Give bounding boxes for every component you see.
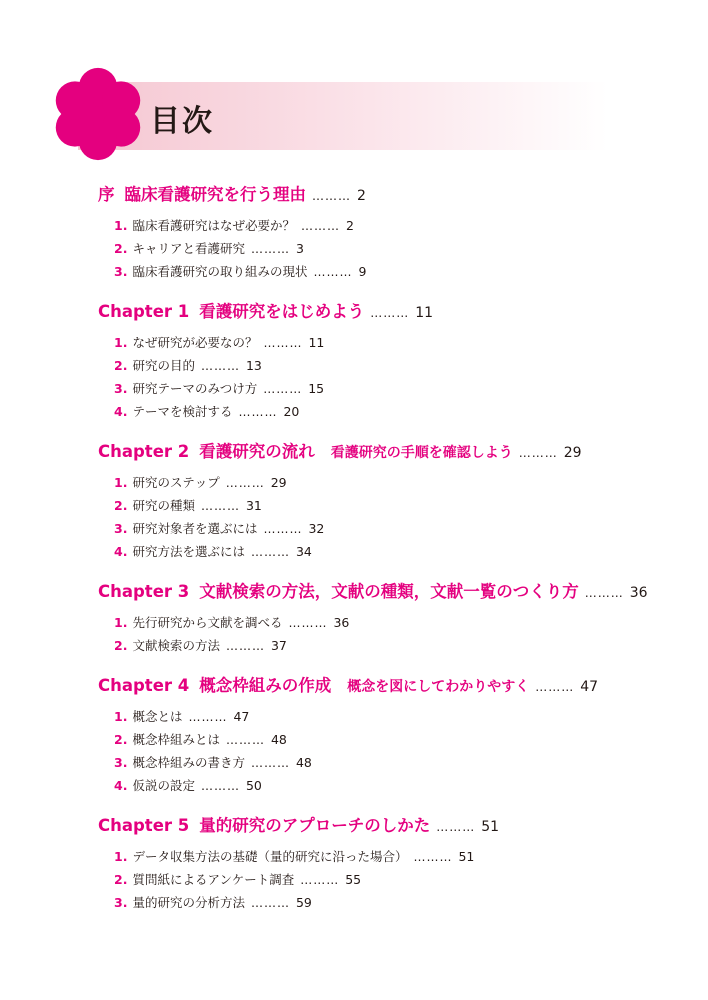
section-page: 48	[270, 732, 287, 747]
section-page: 15	[308, 381, 325, 396]
chapter-heading[interactable]	[98, 577, 678, 607]
section-number: 2.	[114, 638, 128, 653]
section-title: 文献検索の方法	[132, 638, 220, 653]
leader-dots: ………	[535, 680, 575, 694]
chapter-label: Chapter 3	[98, 582, 190, 601]
section-title: 研究の種類	[132, 498, 195, 513]
section-title: 概念とは	[132, 709, 183, 724]
section-list	[98, 331, 678, 423]
section-list	[98, 611, 678, 657]
section-page: 20	[283, 404, 300, 419]
section-page: 13	[245, 358, 262, 373]
section-page: 36	[333, 615, 350, 630]
chapter	[98, 437, 678, 563]
chapter	[98, 180, 678, 283]
section-page: 37	[270, 638, 287, 653]
section-title: 量的研究の分析方法	[132, 895, 245, 910]
section-number: 2.	[114, 732, 128, 747]
section-item[interactable]	[114, 377, 678, 400]
chapter-title: 概念枠組みの作成	[199, 676, 332, 695]
chapter-page: 51	[481, 819, 500, 835]
section-number: 4.	[114, 544, 128, 559]
section-title: 研究の目的	[132, 358, 195, 373]
section-page: 32	[308, 521, 325, 536]
chapter	[98, 811, 678, 914]
page-title: 目次	[150, 104, 214, 139]
leader-dots: ………	[200, 359, 240, 373]
leader-dots: ………	[263, 336, 303, 350]
leader-dots: ………	[238, 405, 278, 419]
section-item[interactable]	[114, 634, 678, 657]
section-item[interactable]	[114, 517, 678, 540]
section-number: 2.	[114, 358, 128, 373]
leader-dots: ………	[370, 306, 410, 320]
section-page: 3	[295, 241, 304, 256]
section-item[interactable]	[114, 331, 678, 354]
section-item[interactable]	[114, 891, 678, 914]
flower-icon	[50, 66, 146, 162]
leader-dots: ………	[188, 710, 228, 724]
leader-dots: ………	[518, 446, 558, 460]
section-number: 3.	[114, 755, 128, 770]
chapter-title: 量的研究のアプローチのしかた	[199, 816, 431, 835]
section-title: 概念枠組みとは	[132, 732, 220, 747]
section-number: 2.	[114, 241, 128, 256]
section-title: テーマを検討する	[132, 404, 233, 419]
section-item[interactable]	[114, 494, 678, 517]
section-item[interactable]	[114, 705, 678, 728]
section-number: 1.	[114, 615, 128, 630]
section-number: 1.	[114, 475, 128, 490]
section-number: 1.	[114, 218, 128, 233]
section-page: 29	[270, 475, 287, 490]
chapter-subtitle: 概念を図にしてわかりやすく	[347, 679, 530, 695]
leader-dots: ………	[225, 639, 265, 653]
chapter-heading[interactable]	[98, 437, 678, 467]
leader-dots: ………	[584, 586, 624, 600]
section-title: 質問紙によるアンケート調査	[132, 872, 295, 887]
chapter-label: Chapter 4	[98, 676, 190, 695]
chapter-title: 文献検索の方法，文献の種類，文献一覧のつくり方	[199, 582, 579, 601]
section-list	[98, 705, 678, 797]
section-item[interactable]	[114, 611, 678, 634]
leader-dots: ………	[225, 476, 265, 490]
leader-dots: ………	[250, 242, 290, 256]
section-number: 1.	[114, 335, 128, 350]
chapter-title: 看護研究の流れ	[199, 442, 315, 461]
section-list	[98, 214, 678, 283]
section-item[interactable]	[114, 751, 678, 774]
section-page: 50	[245, 778, 262, 793]
leader-dots: ………	[200, 779, 240, 793]
section-item[interactable]	[114, 540, 678, 563]
chapter-title: 臨床看護研究を行う理由	[124, 185, 306, 204]
chapter-label: Chapter 2	[98, 442, 190, 461]
leader-dots: ………	[250, 896, 290, 910]
section-list	[98, 471, 678, 563]
chapter	[98, 577, 678, 657]
table-of-contents	[98, 180, 678, 928]
leader-dots: ………	[288, 616, 328, 630]
section-title: キャリアと看護研究	[132, 241, 245, 256]
section-title: 仮説の設定	[132, 778, 195, 793]
section-number: 4.	[114, 778, 128, 793]
chapter-page: 47	[580, 679, 599, 695]
chapter-label: Chapter 1	[98, 302, 190, 321]
section-title: なぜ研究が必要なの？	[132, 335, 258, 350]
leader-dots: ………	[250, 756, 290, 770]
section-page: 47	[233, 709, 250, 724]
chapter-heading[interactable]	[98, 297, 678, 327]
section-item[interactable]	[114, 260, 678, 283]
section-page: 31	[245, 498, 262, 513]
section-title: 研究のステップ	[132, 475, 220, 490]
section-item[interactable]	[114, 774, 678, 797]
chapter-label: 序	[98, 185, 115, 204]
leader-dots: ………	[263, 382, 303, 396]
section-list	[98, 845, 678, 914]
section-title: 先行研究から文献を調べる	[132, 615, 283, 630]
section-item[interactable]	[114, 214, 678, 237]
section-page: 55	[345, 872, 362, 887]
chapter-subtitle: 看護研究の手順を確認しよう	[330, 445, 513, 461]
section-number: 2.	[114, 872, 128, 887]
section-title: 臨床看護研究はなぜ必要か？	[132, 218, 295, 233]
chapter-page: 29	[563, 445, 582, 461]
section-number: 3.	[114, 264, 128, 279]
section-number: 3.	[114, 895, 128, 910]
section-item[interactable]	[114, 354, 678, 377]
chapter-page: 36	[629, 585, 648, 601]
section-item[interactable]	[114, 845, 678, 868]
section-title: 研究方法を選ぶには	[132, 544, 245, 559]
section-item[interactable]	[114, 237, 678, 260]
section-number: 1.	[114, 849, 128, 864]
section-page: 59	[295, 895, 312, 910]
section-item[interactable]	[114, 400, 678, 423]
chapter	[98, 297, 678, 423]
section-title: 研究テーマのみつけ方	[132, 381, 258, 396]
leader-dots: ………	[263, 522, 303, 536]
leader-dots: ………	[300, 873, 340, 887]
section-item[interactable]	[114, 471, 678, 494]
section-title: 臨床看護研究の取り組みの現状	[132, 264, 308, 279]
leader-dots: ………	[225, 733, 265, 747]
leader-dots: ………	[200, 499, 240, 513]
leader-dots: ………	[300, 219, 340, 233]
section-page: 2	[345, 218, 354, 233]
chapter-heading[interactable]	[98, 180, 678, 210]
chapter-heading[interactable]	[98, 811, 678, 841]
section-title: 研究対象者を選ぶには	[132, 521, 258, 536]
section-number: 1.	[114, 709, 128, 724]
section-page: 51	[458, 849, 475, 864]
section-page: 11	[308, 335, 325, 350]
section-number: 4.	[114, 404, 128, 419]
chapter-page: 2	[357, 188, 366, 204]
chapter-heading[interactable]	[98, 671, 678, 701]
section-number: 2.	[114, 498, 128, 513]
leader-dots: ………	[250, 545, 290, 559]
section-item[interactable]	[114, 728, 678, 751]
chapter-title: 看護研究をはじめよう	[199, 302, 365, 321]
chapter	[98, 671, 678, 797]
section-page: 34	[295, 544, 312, 559]
chapter-label: Chapter 5	[98, 816, 190, 835]
section-title: データ収集方法の基礎（量的研究に沿った場合）	[132, 849, 408, 864]
section-page: 9	[358, 264, 367, 279]
section-number: 3.	[114, 521, 128, 536]
leader-dots: ………	[436, 820, 476, 834]
section-number: 3.	[114, 381, 128, 396]
leader-dots: ………	[413, 850, 453, 864]
section-item[interactable]	[114, 868, 678, 891]
section-page: 48	[295, 755, 312, 770]
leader-dots: ………	[312, 189, 351, 203]
leader-dots: ………	[313, 265, 353, 279]
section-title: 概念枠組みの書き方	[132, 755, 245, 770]
chapter-page: 11	[415, 305, 434, 321]
